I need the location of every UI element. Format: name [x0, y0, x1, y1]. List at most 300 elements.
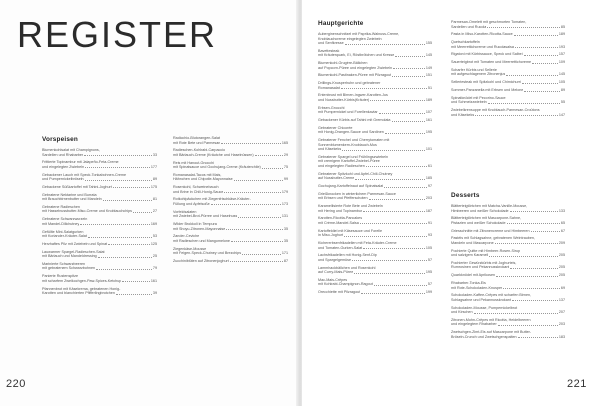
index-entry-text: Pastéis mit Schlagsahne, gebratenen Weintrauben, — [451, 236, 535, 241]
index-entry-page: 29 — [283, 152, 288, 157]
index-entry-text: Ziegenkäse-Mousse — [173, 246, 207, 251]
leader-dots — [354, 273, 425, 274]
leader-dots — [113, 187, 150, 188]
index-entry-text: Erbsen-Gnocchi — [318, 105, 345, 110]
leader-dots — [366, 166, 427, 167]
index-entry-page: 205 — [558, 253, 565, 258]
index-entry — [173, 210, 288, 219]
index-entry-page: 171 — [281, 251, 288, 256]
index-entry — [173, 185, 288, 194]
index-entry-text: und eingelegten Radieschen — [318, 163, 365, 168]
index-entry-text: und Spargelgemüse — [318, 257, 352, 262]
index-entry-text: mit Pumpernickel und Forellenkaviar — [318, 110, 378, 115]
index-entry-text: Kartoffeldiel mit Käsesauce und Forelle — [318, 228, 383, 233]
index-entry-text: mit Shoyu-Zitronen-Mayonnaise — [173, 226, 226, 231]
leader-dots — [344, 236, 427, 237]
index-entry-text: Drillings-Knusperhuhn und gebratener — [318, 81, 381, 86]
index-entry-page: 55 — [560, 100, 565, 105]
index-entry — [451, 261, 565, 270]
vorspeisen-heading: Vorspeisen — [42, 136, 78, 143]
index-entry-page: 35 — [283, 226, 288, 231]
index-entry-page: 131 — [281, 214, 288, 219]
index-entry — [451, 68, 565, 77]
index-entry-text: Gebratene Schwarzwurzeln — [42, 217, 88, 222]
index-entry-text: mit Bärlauch und Mandeldressing — [42, 254, 97, 259]
index-entry-page: 61 — [427, 163, 432, 168]
index-entry-page: 173 — [281, 201, 288, 206]
index-entry-text: Rhabarber-Tonka-Eis — [451, 281, 486, 286]
leader-dots — [507, 223, 560, 224]
index-entry-text: Bröseln-Crunch und Zwetschgenspalten — [451, 334, 517, 339]
index-entry-text: Herzhaftes Pilz mit Zwiebeln und Spinat — [42, 241, 108, 246]
index-entry-page: 205 — [558, 273, 565, 278]
leader-dots — [85, 180, 152, 181]
index-entry-text: mit Radieschen und Mangomelone — [173, 238, 230, 243]
leader-dots — [395, 56, 425, 57]
index-entry-text: Karamellisierte Rote Bete und Zwiebeln — [318, 204, 383, 209]
leader-dots — [393, 68, 425, 69]
index-entry — [173, 173, 288, 182]
leader-dots — [345, 44, 425, 45]
index-entry — [451, 32, 565, 37]
index-entry-text: und Senfkresse — [318, 41, 344, 45]
leader-dots — [518, 337, 558, 338]
index-entry-page: 101 — [425, 147, 432, 152]
index-entry-page: 99 — [283, 177, 288, 182]
index-entry-text: Rotkohlpäckchen mit Ziegenfrischkäse-Kräuter- — [173, 197, 251, 202]
index-entry-text: Selleriesteak mit Spitzkohl und Chimichurri — [451, 80, 521, 85]
index-entry-page: 33 — [152, 152, 157, 157]
index-entry-page: 51 — [427, 85, 432, 90]
index-entry-page: 185 — [425, 176, 432, 181]
index-entry — [42, 250, 157, 259]
desserts-heading: Desserts — [451, 192, 480, 199]
index-entry-page: 175 — [150, 184, 157, 189]
leader-dots — [503, 288, 560, 289]
index-entry — [42, 230, 157, 239]
hauptgerichte-heading: Hauptgerichte — [318, 20, 364, 27]
index-entry-text: Gebratene Nektarine und Burrata — [42, 192, 97, 197]
index-entry-page: 145 — [425, 53, 432, 58]
index-entry-text: Mac-Mais-Crêpes — [318, 277, 348, 282]
index-entry-text: Zwetschgen-Zimt-Eis auf Mascarpone mit Butter- — [451, 330, 532, 335]
index-entry-text: Radieschen-Kohlrabi-Carpaccio — [173, 148, 226, 153]
index-entry — [451, 88, 565, 93]
index-entry-text: Knoblauchcreme eingelegten Zwiebeln — [318, 36, 382, 41]
index-entry — [318, 192, 432, 201]
index-entry — [173, 197, 288, 206]
leader-dots — [487, 27, 560, 28]
leader-dots — [392, 121, 425, 122]
index-entry — [451, 229, 565, 234]
leader-dots — [475, 115, 558, 116]
index-entry-text: mit Brauchbirnenbutter und Mandeln — [42, 197, 102, 202]
leader-dots — [496, 276, 558, 277]
index-entry — [173, 222, 288, 231]
index-entry-page: 65 — [560, 220, 565, 225]
index-entry — [318, 93, 432, 102]
index-entry-page: 165 — [281, 140, 288, 145]
index-entry — [318, 204, 432, 213]
index-entry — [451, 204, 565, 213]
index-entry-page: 79 — [152, 266, 157, 271]
index-entry-text: mit Hering und Topinambur — [318, 208, 363, 213]
index-entry-text: Gefüllte Mini-Salatgurken — [42, 229, 84, 234]
index-entry-page: 189 — [425, 97, 432, 102]
index-entry-text: Lammhackbällchen und Rosenkohl — [318, 265, 376, 270]
index-entry — [451, 281, 565, 290]
index-entry-text: Marinierte Schwarzbeeren — [42, 261, 86, 266]
index-entry-text: Griesschnitte mit Zitronencreme und Himbeeren — [451, 228, 530, 233]
index-entry-text: Quetschkartoffeln — [451, 40, 480, 45]
index-entry-page: 133 — [558, 208, 565, 213]
index-entry-text: und Käsekeks — [451, 112, 475, 117]
page-number-right: 221 — [567, 378, 587, 390]
index-entry — [318, 241, 432, 250]
index-entry-text: Sardellen und Rhabarber — [42, 152, 84, 157]
index-entry — [173, 259, 288, 264]
index-entry-text: Radicchio-Blutorangen-Salat — [173, 136, 220, 140]
index-entry — [173, 136, 288, 145]
index-entry-text: Gebratener Spargel und Frühlingszwiebeln — [318, 154, 389, 159]
leader-dots — [474, 313, 558, 314]
index-entry-text: Romanasalat — [318, 85, 340, 90]
index-entry-text: Schokoladen-Kaffee-Crêpes mit scharfen Birnen, — [451, 293, 532, 298]
index-entry — [42, 205, 157, 214]
vorspeisen-column-2 — [173, 136, 288, 267]
leader-dots — [361, 293, 425, 294]
index-entry-text: Gebackener Kürbis auf Tahini mit Gremolata — [318, 118, 391, 123]
index-entry-text: Rumrosinen und Pekannusskrokant — [451, 265, 510, 270]
leader-dots — [363, 248, 425, 249]
index-entry-text: Bavettesteak — [318, 48, 340, 53]
index-entry-page: 97 — [427, 184, 432, 189]
index-entry — [318, 253, 432, 262]
leader-dots — [262, 168, 283, 169]
index-entry-text: mit Kräuterquark, Ei, Röstbrötchen und Kresse — [318, 53, 395, 58]
index-entry-page: 89 — [152, 177, 157, 182]
index-entry — [42, 274, 157, 283]
index-entry — [42, 262, 157, 271]
index-entry-text: und Tomaten-Gurken-Salat — [318, 245, 363, 250]
index-entry-page: 199 — [425, 290, 432, 295]
index-entry-text: Pasta in Miso-Karotten-Ricotta-Sauce — [451, 32, 513, 37]
index-entry-text: mit gebratenem Schwarzbohnen — [42, 266, 96, 271]
index-entry-text: Gebratener Chicorée — [318, 125, 353, 130]
index-entry — [451, 80, 565, 85]
index-entry-text: Gebackene Süßkartoffel mit Tahini-Joghurt — [42, 184, 112, 189]
index-entry — [451, 40, 565, 49]
leader-dots — [524, 55, 558, 56]
index-entry-page: 137 — [558, 297, 565, 302]
index-entry-text: Karotten-Ricotta-Pancakes — [318, 216, 363, 221]
leader-dots — [226, 229, 283, 230]
index-entry-text: und Schmelzzwiebeln — [451, 100, 487, 105]
index-entry-text: Quarkknödel mit Aprikosen — [451, 273, 496, 278]
index-entry-page: 57 — [427, 257, 432, 262]
leader-dots — [85, 167, 150, 168]
leader-dots — [108, 244, 150, 245]
index-entry-text: und Käsekeks — [318, 147, 342, 152]
index-entry-text: und Nussbutter-Kürbis(Kräuter) — [318, 97, 370, 102]
index-entry-text: Vorfeldsalaten — [173, 209, 197, 214]
index-entry — [318, 106, 432, 115]
index-entry-page: 145 — [558, 72, 565, 77]
index-entry-page: 125 — [150, 241, 157, 246]
index-entry-text: in Miso-Joghurt — [318, 233, 344, 238]
leader-dots — [495, 243, 558, 244]
index-entry-text: mit Rote Bete und Parmesan — [173, 140, 221, 145]
index-entry-page: 203 — [425, 196, 432, 201]
leader-dots — [96, 269, 152, 270]
index-entry-page: 85 — [560, 24, 565, 29]
index-entry — [451, 330, 565, 339]
index-entry — [318, 61, 432, 70]
leader-dots — [224, 192, 280, 193]
index-entry-text: Gebratener Fenchel und Cherrytomaten mit — [318, 138, 390, 143]
leader-dots — [489, 256, 558, 257]
index-entry-page: 203 — [558, 322, 565, 327]
leader-dots — [512, 300, 558, 301]
index-entry-page: 57 — [427, 282, 432, 287]
index-entry-page: 195 — [425, 130, 432, 135]
index-entry-text: Sommer-Panzanella mit Erbsen und Melone — [451, 88, 524, 93]
index-entry-page: 87 — [283, 258, 288, 263]
leader-dots — [532, 63, 558, 64]
index-entry — [451, 306, 565, 315]
index-entry-page: 105 — [558, 80, 565, 85]
index-entry-text: mit Meerrettichcreme und Rucolasalsa — [451, 44, 514, 49]
index-entry-text: Blumenkohl-Pastinaken-Püree mit Pilzragout — [318, 73, 392, 78]
leader-dots — [133, 212, 152, 213]
index-entry-text: mit Rote-Schokoladen-Knusper — [451, 285, 503, 290]
index-entry — [318, 216, 432, 225]
index-entry-text: Zitronen-Mohn-Crêpes mit Ricotta, Heidelbeeren — [451, 317, 531, 322]
leader-dots — [379, 113, 425, 114]
leader-dots — [360, 223, 427, 224]
index-entry-page: 39 — [152, 291, 157, 296]
index-entry — [318, 278, 432, 287]
index-entry-text: Gebratene Radieschen — [42, 204, 80, 209]
hauptgerichte-column — [318, 20, 432, 298]
leader-dots — [342, 150, 425, 151]
index-entry — [451, 108, 565, 117]
index-entry-page: 187 — [425, 208, 432, 213]
index-entry — [318, 229, 432, 238]
index-entry-text: Schokoladen-Mousse, Pumpernickelbrot — [451, 305, 518, 310]
index-entry — [318, 73, 432, 78]
index-entry-text: auf Curry-Mais-Püree — [318, 270, 354, 275]
index-entry-text: Blumenkohl-Grugère-Bällchen — [318, 61, 368, 66]
index-entry-text: Mandeln und Mascarpone — [451, 240, 494, 245]
leader-dots — [514, 35, 558, 36]
index-entry-text: Schlagsahne und Pekannusskrokant — [451, 297, 511, 302]
index-entry-text: Panierte Rustenspitze — [42, 274, 79, 279]
index-entry-text: und Brine in Chili-Honig-Sauce — [173, 189, 224, 194]
leader-dots — [242, 254, 281, 255]
index-entry-page: 161 — [150, 278, 157, 283]
index-entry — [318, 184, 432, 189]
index-entry-text: Karotten und blanchierten Pfifferlingbrotchen — [42, 291, 115, 296]
index-entry-page: 91 — [427, 220, 432, 225]
page-title: REGISTER — [17, 14, 218, 55]
index-entry — [318, 172, 432, 181]
leader-dots — [84, 155, 152, 156]
leader-dots — [103, 200, 152, 201]
index-entry — [451, 318, 565, 327]
index-entry-text: Himbeeren und weißer Schokolade — [451, 208, 509, 213]
index-entry — [318, 266, 432, 275]
index-entry-page: 75 — [283, 165, 288, 170]
index-entry-text: mit Zwiebel-Brot-Pürree und Haselnuss — [173, 214, 238, 219]
index-entry-page: 177 — [150, 164, 157, 169]
index-entry-page: 193 — [558, 44, 565, 49]
index-entry — [451, 236, 565, 245]
index-entry-text: Parmesan-Omelett mit geschmorten Tomaten, — [451, 20, 527, 24]
index-entry-page: 27 — [152, 209, 157, 214]
leader-dots — [510, 211, 558, 212]
index-entry-text: und eingelegtem Rhabarber — [451, 322, 497, 327]
index-entry-text: auf Nussbutter-Creme — [318, 176, 355, 181]
index-entry-text: Pochierter Gewürzkürbis mit Joghurteis, — [451, 260, 517, 265]
index-entry — [451, 216, 565, 225]
desserts-column — [451, 192, 565, 343]
index-entry-text: mit Hasselnussbutter-Miso-Creme und Knoblauchchips — [42, 209, 132, 214]
index-entry-page: 205 — [558, 265, 565, 270]
index-entry-text: mit Kohlrabi-Champignon-Ragout — [318, 282, 373, 287]
leader-dots — [392, 76, 425, 77]
leader-dots — [531, 231, 560, 232]
index-entry — [173, 161, 288, 170]
leader-dots — [488, 103, 560, 104]
index-entry — [318, 126, 432, 135]
leader-dots — [510, 268, 557, 269]
index-entry-page: 35 — [283, 238, 288, 243]
index-entry-text: Sonnenblumenkern-Knoblauch-Mus — [318, 142, 377, 147]
leader-dots — [221, 143, 280, 144]
index-entry-text: mit aufgeschlagenem Zitronenjus — [451, 72, 506, 77]
hauptgerichte-column-2 — [451, 20, 565, 120]
index-entry-text: Orecchiette mit Pilzragout — [318, 290, 361, 295]
index-entry-text: Romanasalat-Tacos mit Mais, — [173, 172, 222, 177]
leader-dots — [211, 204, 281, 205]
leader-dots — [522, 83, 558, 84]
index-entry-text: mit Spinatsauce und Gochujang-Creme (Kräuterchile) — [173, 165, 261, 170]
index-entry — [451, 293, 565, 302]
index-entry — [318, 81, 432, 90]
index-entry-page: 161 — [425, 118, 432, 123]
index-entry — [42, 173, 157, 182]
index-entry-text: mit Koriander-Kräuter-Salat — [42, 234, 87, 239]
index-entry-text: Pistazien und weißer Schokolade — [451, 220, 506, 225]
leader-dots — [234, 180, 283, 181]
index-entry-page: 105 — [425, 245, 432, 250]
index-entry — [318, 290, 432, 295]
index-entry-page: 207 — [558, 310, 565, 315]
leader-dots — [369, 199, 425, 200]
index-entry — [42, 193, 157, 202]
index-entry-text: Rigatoni mit Kürbissauce, Speck und Salbei — [451, 52, 523, 57]
leader-dots — [515, 47, 558, 48]
index-entry — [451, 249, 565, 258]
index-entry-text: Scharfer Kürbis und Sellerie — [451, 67, 497, 72]
index-entry-text: Zucchiniblüten auf Zitronenjoghurt — [173, 258, 229, 263]
index-entry-text: Blätterteigtörtchen mit Mascarpone-Sahne, — [451, 216, 522, 221]
index-entry-text: und eingelegten Zwiebeln — [42, 164, 85, 169]
index-entry-text: Gochujang-Kartoffelnaut auf Spinatsalat — [318, 184, 384, 189]
index-entry-text: mit Honig-Orangen-Sauce und Sardinen — [318, 130, 384, 135]
index-entry-text: mit Crème-Mandel-Salsa — [318, 220, 359, 225]
index-entry — [173, 234, 288, 243]
index-entry-text: Sauerteigbrot mit Tomaten und Meerrettichcreme — [451, 60, 532, 65]
index-entry-text: mit Bärlauch-Creme (Kräutche und Haselnüssen) — [173, 152, 254, 157]
index-entry-text: Reis mit Hanout-Gnocchi — [173, 160, 214, 165]
index-entry-text: auf Popcorn-Püree und eingelegten Zwiebeln — [318, 65, 393, 70]
index-entry-text: Grießknocken in winterlichem Parmesan-Sauce — [318, 191, 396, 196]
leader-dots — [231, 241, 283, 242]
leader-dots — [341, 88, 427, 89]
index-entry-page: 53 — [152, 234, 157, 239]
index-entry-text: Blätterteigtörtchen mit Matcha-Vanille-Mousse, — [451, 204, 528, 208]
index-entry-text: Gebratener Spitzkohl und Apfel-Chili-Chutney — [318, 171, 393, 176]
leader-dots — [363, 211, 425, 212]
index-entry-page: 189 — [558, 32, 565, 37]
index-entry-page: 107 — [425, 110, 432, 115]
index-entry-text: mit scharfem Zweikochgen-Paw-Spices-Ketchup — [42, 278, 122, 283]
leader-dots — [255, 155, 283, 156]
index-entry — [318, 49, 432, 58]
index-entry-text: Spinatknödel mit Pecorino-Sauce — [451, 95, 506, 100]
index-entry-page: 209 — [558, 240, 565, 245]
index-entry-page: 179 — [281, 189, 288, 194]
leader-dots — [230, 261, 283, 262]
leader-dots — [506, 75, 558, 76]
index-entry-page: 109 — [558, 60, 565, 65]
index-entry-text: Frittierte Topinambur mit Jalapeño-Feta-Creme — [42, 160, 119, 165]
index-entry — [318, 118, 432, 123]
index-entry — [42, 242, 157, 247]
index-entry-page: 195 — [425, 270, 432, 275]
index-entry — [451, 60, 565, 65]
index-entry-text: und salzigem Karamell — [451, 253, 489, 258]
index-entry — [451, 273, 565, 278]
index-entry-text: mit Erbsen und Pfefferschoten — [318, 196, 368, 201]
index-entry-text: Lachsfrikadellen mit Honig-Senf-Dip — [318, 253, 377, 258]
leader-dots — [498, 325, 558, 326]
index-entry-text: Hähnchen und Chipotle-Mayonnaise — [173, 177, 233, 182]
index-entry-page: 25 — [152, 254, 157, 259]
index-entry — [173, 247, 288, 256]
index-entry-text: Pochierte Quitte mit Himbeer-Rosen-Sirup — [451, 248, 521, 253]
index-entry-text: und Pumpernickelbröseln — [42, 177, 84, 182]
index-entry — [42, 160, 157, 169]
leader-dots — [374, 285, 427, 286]
index-entry-text: mit Feigen-Speck-Chutney und Brezchips — [173, 251, 242, 256]
index-entry-page: 89 — [560, 88, 565, 93]
index-entry-text: Gebackener Lauch mit Speck-Tonkabohnen-Creme — [42, 172, 127, 177]
index-entry-text: Wilder Brokkoli in Tempura — [173, 222, 217, 227]
index-entry-page: 151 — [425, 73, 432, 78]
leader-dots — [80, 224, 150, 225]
index-entry — [42, 148, 157, 157]
index-entry-page: 155 — [425, 41, 432, 45]
index-entry-page: 183 — [558, 334, 565, 339]
leader-dots — [98, 257, 152, 258]
leader-dots — [524, 91, 560, 92]
index-entry-text: Rosenkohl, Schweinebauch — [173, 185, 219, 190]
leader-dots — [116, 294, 152, 295]
index-entry-text: mit Mandel-Dillchutney — [42, 221, 80, 226]
